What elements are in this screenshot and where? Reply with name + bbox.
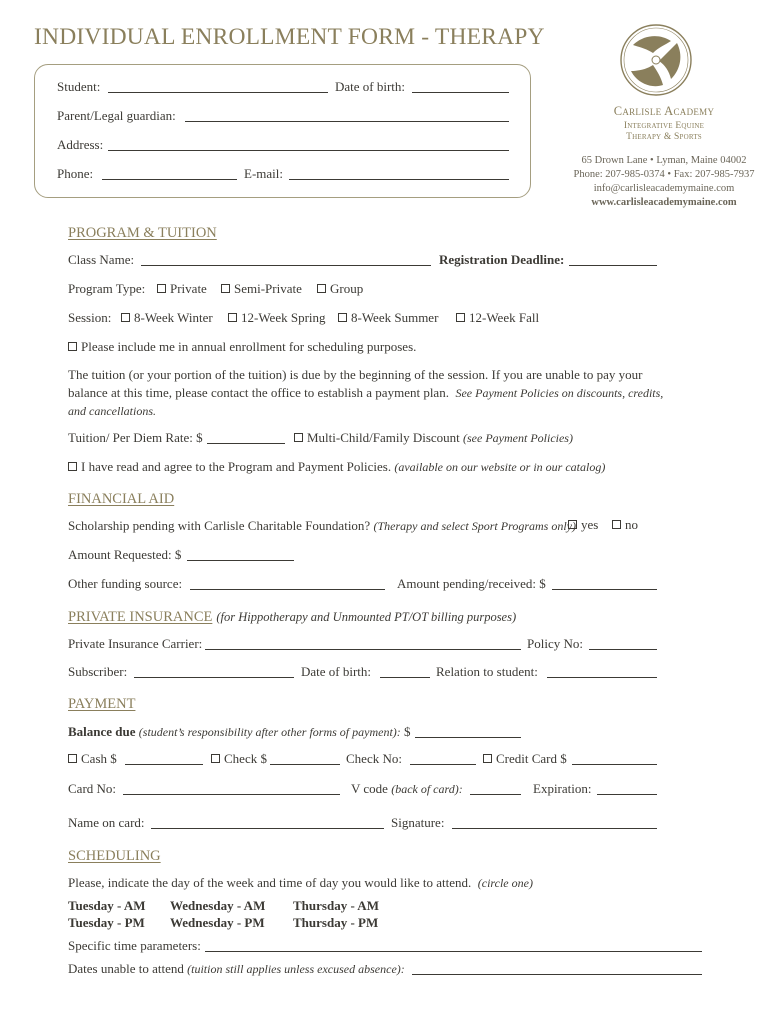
scholarship-yes-option[interactable]: yes [568,517,598,533]
phone-field[interactable] [102,179,237,180]
relation-label: Relation to student: [436,664,538,679]
schedule-option-tuesday-am[interactable]: Tuesday - AM [68,898,146,913]
checkbox-icon[interactable] [568,520,577,529]
checkbox-icon[interactable] [68,462,77,471]
private-insurance-header: PRIVATE INSURANCE (for Hippotherapy and Unmounted PT/OT billing purposes) [68,609,517,625]
class-name-field[interactable] [141,265,431,266]
cash-field[interactable] [125,764,203,765]
amount-pending-label: Amount pending/received: $ [397,576,546,591]
scheduling-heading: SCHEDULING [68,848,161,864]
subscriber-dob-label: Date of birth: [301,664,372,679]
org-phone-fax: Phone: 207-985-0374 • Fax: 207-985-7937 [573,169,755,180]
org-address: 65 Drown Lane • Lyman, Maine 04002 [581,155,747,166]
schedule-option-wednesday-pm[interactable]: Wednesday - PM [170,915,265,930]
multi-child-discount-option[interactable]: Multi-Child/Family Discount (see Payment Policies) [294,430,573,446]
address-field[interactable] [108,150,509,151]
registration-deadline-label: Registration Deadline: [439,252,565,267]
session-12-week-spring[interactable]: 12-Week Spring [228,310,326,326]
vcode-field[interactable] [470,794,521,795]
annual-enrollment-option[interactable]: Please include me in annual enrollment for scheduling purposes. [68,339,416,355]
schedule-option-wednesday-am[interactable]: Wednesday - AM [170,898,266,913]
scheduling-instruction: Please, indicate the day of the week and time of day you would like to attend. (circle one) [68,875,533,890]
dates-unable-field[interactable] [412,974,702,975]
checkbox-icon[interactable] [157,284,166,293]
class-name-label: Class Name: [68,252,135,267]
checkbox-icon[interactable] [483,754,492,763]
org-website[interactable]: www.carlisleacademymaine.com [591,197,737,208]
balance-due-label: Balance due (student’s responsibility after other forms of payment): $ [68,724,411,739]
program-type-group[interactable]: Group [317,281,363,297]
dates-unable-label: Dates unable to attend (tuition still applies unless excused absence): [68,961,405,976]
balance-due-field[interactable] [415,737,521,738]
checkbox-icon[interactable] [317,284,326,293]
amount-pending-field[interactable] [552,589,657,590]
session-label: Session: [68,310,112,325]
session-8-week-summer[interactable]: 8-Week Summer [338,310,438,326]
checkbox-icon[interactable] [221,284,230,293]
program-type-private[interactable]: Private [157,281,207,297]
dob-field[interactable] [412,92,509,93]
checkbox-icon[interactable] [612,520,621,529]
checkbox-icon[interactable] [456,313,465,322]
check-amount-field[interactable] [270,764,340,765]
schedule-option-thursday-pm[interactable]: Thursday - PM [293,915,379,930]
checkbox-icon[interactable] [211,754,220,763]
scholarship-question: Scholarship pending with Carlisle Charitable Foundation? (Therapy and select Sport Programs only) [68,518,576,533]
org-email[interactable]: info@carlisleacademymaine.com [593,183,735,194]
subscriber-dob-field[interactable] [380,677,430,678]
insurance-carrier-label: Private Insurance Carrier: [68,636,203,651]
email-label: E-mail: [244,166,283,181]
guardian-field[interactable] [185,121,509,122]
policy-no-label: Policy No: [527,636,583,651]
checkbox-icon[interactable] [228,313,237,322]
relation-field[interactable] [547,677,657,678]
check-no-field[interactable] [410,764,476,765]
specific-time-field[interactable] [205,951,702,952]
guardian-label: Parent/Legal guardian: [57,108,176,123]
tuition-rate-field[interactable] [207,443,285,444]
org-subtitle-2: Therapy & Sports [626,132,702,142]
dob-label: Date of birth: [335,79,406,94]
other-funding-field[interactable] [190,589,385,590]
form-title: INDIVIDUAL ENROLLMENT FORM - THERAPY [34,24,545,50]
financial-aid-heading: FINANCIAL AID [68,491,175,507]
student-field[interactable] [108,92,328,93]
checkbox-icon[interactable] [121,313,130,322]
cash-option[interactable]: Cash $ [68,751,117,767]
check-option[interactable]: Check $ [211,751,267,767]
check-no-label: Check No: [346,751,402,766]
agree-policies-option[interactable]: I have read and agree to the Program and Payment Policies. (available on our website or in our catalog) [68,459,605,475]
scholarship-no-option[interactable]: no [612,517,638,533]
tuition-note-paragraph: The tuition (or your portion of the tuition) is due by the beginning of the session. If you are unable to pay your balance at this time, please contact the office to establish a payment plan. See Payment Policies on discounts, credits, and cancellations. [68,367,664,418]
signature-field[interactable] [452,828,657,829]
schedule-option-thursday-am[interactable]: Thursday - AM [293,898,379,913]
subscriber-field[interactable] [134,677,294,678]
other-funding-label: Other funding source: [68,576,183,591]
org-name: Carlisle Academy [613,104,715,118]
signature-label: Signature: [391,815,445,830]
student-label: Student: [57,79,101,94]
checkbox-icon[interactable] [68,342,77,351]
org-subtitle-1: Integrative Equine [623,121,705,131]
phone-label: Phone: [57,166,94,181]
payment-heading: PAYMENT [68,696,136,712]
card-no-label: Card No: [68,781,117,796]
checkbox-icon[interactable] [338,313,347,322]
name-on-card-field[interactable] [151,828,384,829]
credit-card-amount-field[interactable] [572,764,657,765]
specific-time-label: Specific time parameters: [68,938,201,953]
expiration-label: Expiration: [533,781,592,796]
credit-card-option[interactable]: Credit Card $ [483,751,567,767]
program-tuition-heading: PROGRAM & TUITION [68,225,217,241]
address-label: Address: [57,137,104,152]
expiration-field[interactable] [597,794,657,795]
schedule-option-tuesday-pm[interactable]: Tuesday - PM [68,915,145,930]
vcode-label: V code (back of card): [351,781,463,796]
subscriber-label: Subscriber: [68,664,128,679]
card-no-field[interactable] [123,794,340,795]
checkbox-icon[interactable] [294,433,303,442]
name-on-card-label: Name on card: [68,815,145,830]
registration-deadline-field[interactable] [569,265,657,266]
session-8-week-winter[interactable]: 8-Week Winter [121,310,213,326]
policy-no-field[interactable] [589,649,657,650]
amount-requested-label: Amount Requested: $ [68,547,182,562]
checkbox-icon[interactable] [68,754,77,763]
email-field[interactable] [289,179,509,180]
amount-requested-field[interactable] [187,560,294,561]
carlisle-academy-logo-icon [619,23,693,97]
program-type-semi-private[interactable]: Semi-Private [221,281,302,297]
session-12-week-fall[interactable]: 12-Week Fall [456,310,539,326]
program-type-label: Program Type: [68,281,146,296]
insurance-carrier-field[interactable] [205,649,521,650]
tuition-rate-label: Tuition/ Per Diem Rate: $ [68,430,203,445]
